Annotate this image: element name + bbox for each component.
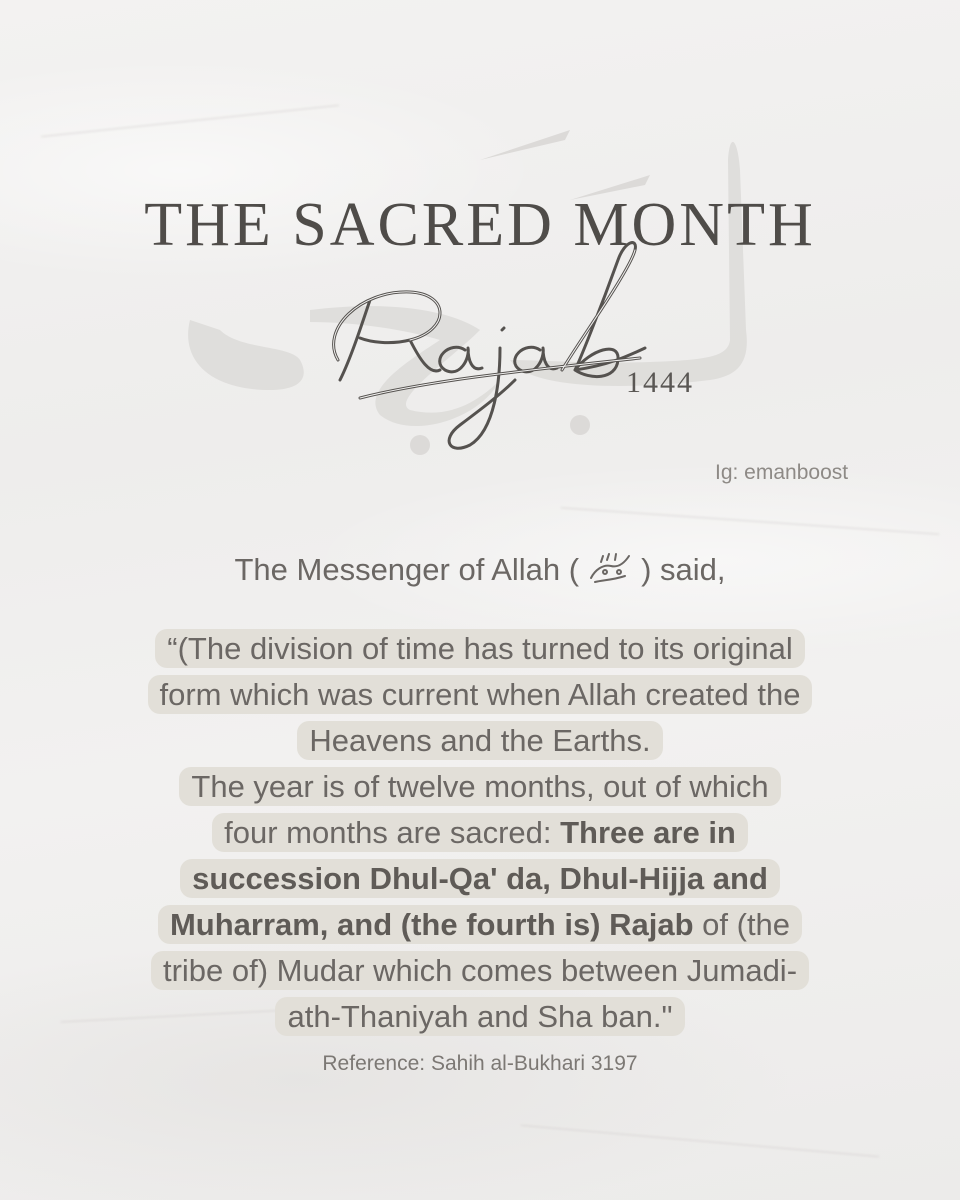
quote-text: form which was current when Allah created the	[148, 675, 813, 714]
quote-text-bold: Muharram, and (the fourth is) Rajab	[169, 907, 694, 942]
hadith-quote	[0, 626, 960, 1040]
quote-text: “(The division of time has turned to its original	[155, 629, 804, 668]
instagram-handle: Ig: emanboost	[715, 461, 849, 484]
marble-vein	[521, 1124, 880, 1157]
quote-text-bold: Three are in	[560, 815, 736, 850]
hijri-year: 1444	[626, 366, 694, 399]
rajab-script-lettering	[300, 230, 680, 470]
quote-line	[0, 856, 960, 902]
quote-text-bold: succession Dhul-Qa' da, Dhul-Hijja and	[192, 861, 768, 896]
quote-line	[0, 718, 960, 764]
quote-line	[0, 672, 960, 718]
quote-text-plain: four months are sacred:	[224, 815, 561, 850]
messenger-text-before: The Messenger of Allah (	[234, 552, 580, 587]
quote-text	[180, 859, 780, 898]
messenger-text-after: ) said,	[641, 552, 726, 587]
quote-text	[158, 905, 802, 944]
quote-text: ath-Thaniyah and Sha ban."	[275, 997, 684, 1036]
quote-text: The year is of twelve months, out of which	[179, 767, 780, 806]
messenger-intro	[0, 550, 960, 590]
quote-line	[0, 902, 960, 948]
quote-text: tribe of) Mudar which comes between Jumadi-	[151, 951, 809, 990]
page-title: THE SACRED MONTH	[144, 191, 816, 259]
hadith-reference: Reference: Sahih al-Bukhari 3197	[322, 1052, 638, 1075]
marble-vein	[560, 507, 939, 536]
quote-line	[0, 994, 960, 1040]
quote-text	[212, 813, 748, 852]
quote-text: Heavens and the Earths.	[297, 721, 662, 760]
pbuh-calligraphy-icon	[585, 550, 635, 590]
quote-line	[0, 810, 960, 856]
quote-line	[0, 948, 960, 994]
quote-line	[0, 764, 960, 810]
quote-text-plain: of (the	[693, 907, 791, 942]
quote-line	[0, 626, 960, 672]
